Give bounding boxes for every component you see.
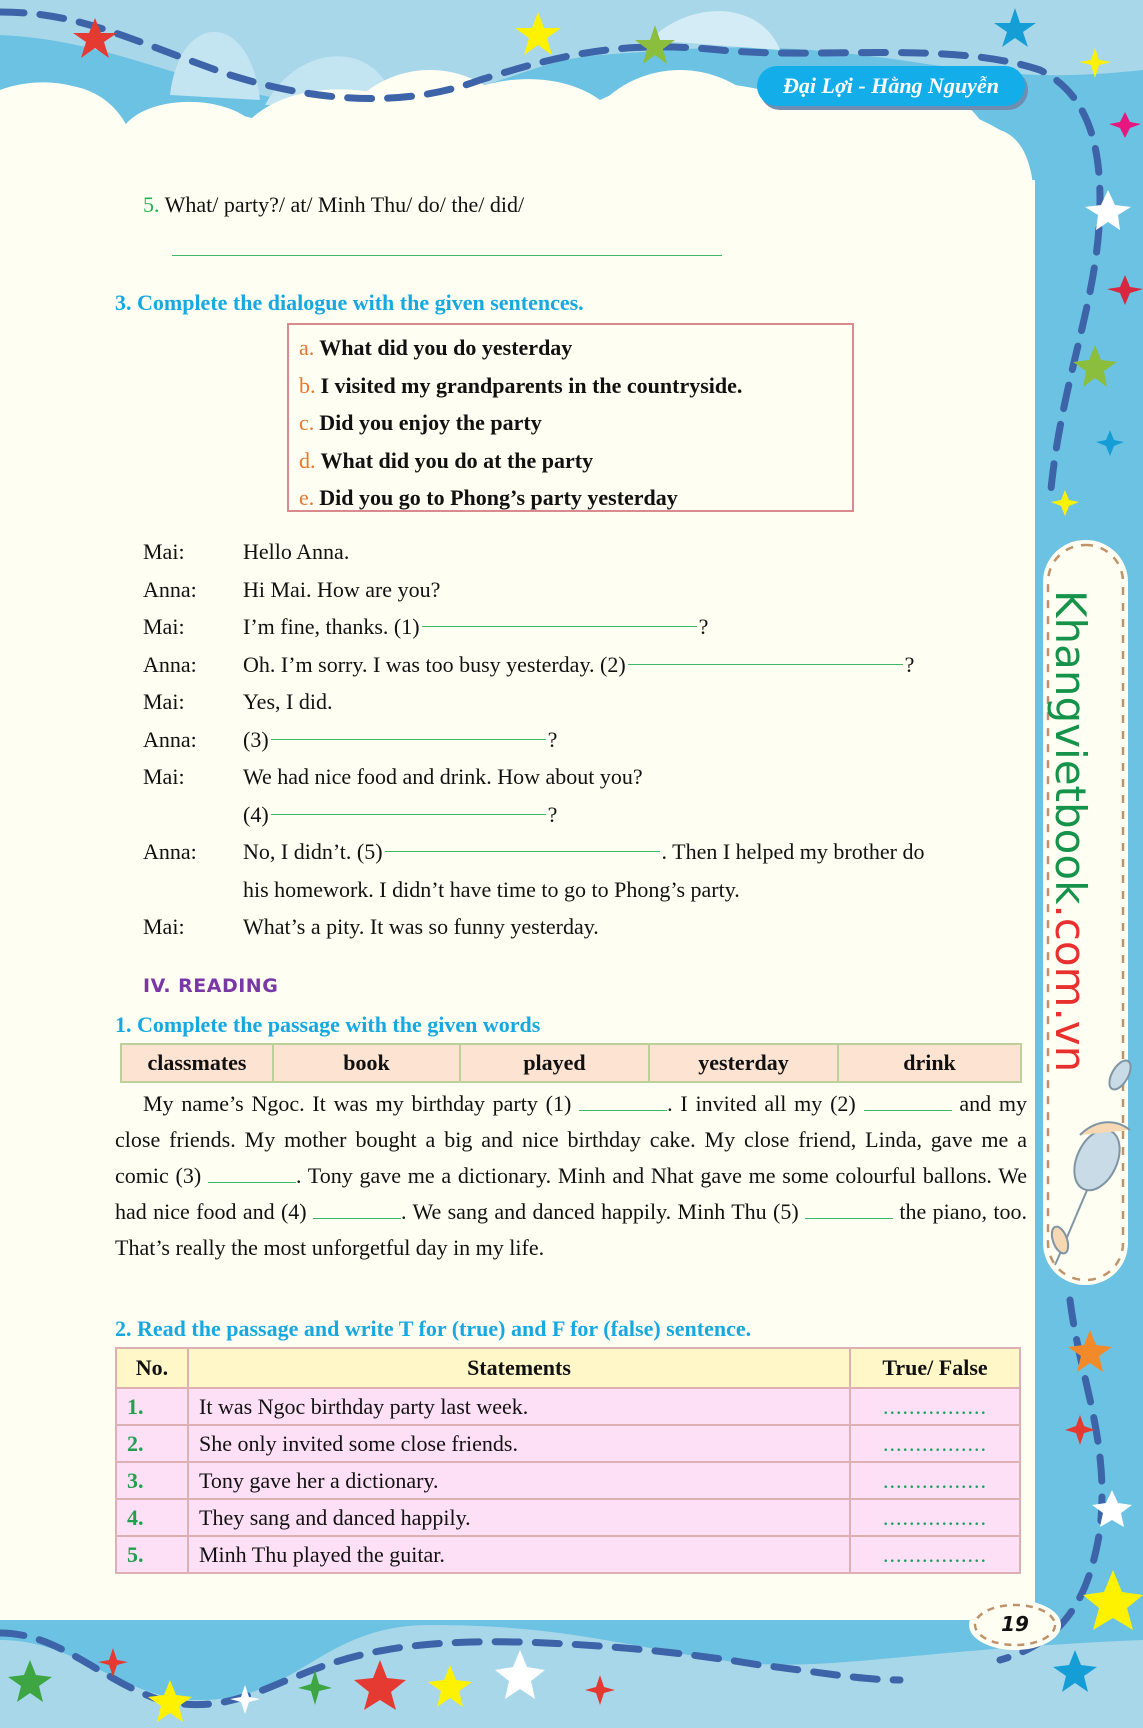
table-row: [116, 1499, 1020, 1536]
answer-field[interactable]: ................: [850, 1536, 1020, 1573]
dialogue-line: Mai: What’s a pity. It was so funny yesterday.: [143, 908, 924, 946]
table-header-row: [116, 1348, 1020, 1388]
reading-passage: My name’s Ngoc. It was my birthday party (1) . I invited all my (2) and my close friends. My mother bought a big and nice birthday cake. My close friend, Linda, gave me a comic (3) . Tony gave me a dictionary. Minh and Nhat gave me some colourful ballons. We had nice food and (4) . We sang and danced happily. Minh Thu (5) the piano, too. That’s really the most unforgetful day in my life.: [115, 1091, 1028, 1260]
dialogue: [143, 533, 924, 946]
column-header-no: No.: [116, 1348, 188, 1388]
word-bank-item: classmates: [121, 1044, 273, 1082]
speaker: [143, 796, 243, 834]
speaker: Anna:: [143, 839, 197, 864]
passage-blank-3[interactable]: [208, 1166, 296, 1183]
option-b: b. I visited my grandparents in the countryside.: [299, 372, 743, 398]
word-bank-item: drink: [838, 1044, 1021, 1082]
item-number: 5.: [143, 192, 160, 217]
blank-4[interactable]: [271, 796, 546, 815]
passage-blank-4[interactable]: [313, 1202, 401, 1219]
speaker: [143, 871, 243, 909]
dialogue-line: Anna: Oh. I’m sorry. I was too busy yesterday. (2) ?: [143, 646, 924, 684]
blank-5[interactable]: [385, 833, 660, 852]
row-number: 5.: [116, 1536, 188, 1573]
statement: She only invited some close friends.: [188, 1425, 850, 1462]
answer-field[interactable]: ................: [850, 1388, 1020, 1425]
row-number: 2.: [116, 1425, 188, 1462]
blank-3[interactable]: [271, 721, 546, 740]
answer-field[interactable]: ................: [850, 1499, 1020, 1536]
blank-1[interactable]: [422, 608, 697, 627]
table-row: [116, 1536, 1020, 1573]
answer-field[interactable]: ................: [850, 1462, 1020, 1499]
reading-exercise-1-heading: 1. Complete the passage with the given words: [115, 1012, 541, 1037]
dialogue-line: Anna: Hi Mai. How are you?: [143, 571, 924, 609]
section-3-heading: 3. Complete the dialogue with the given sentences.: [115, 290, 584, 315]
speaker: Mai:: [143, 764, 185, 789]
option-e: e. Did you go to Phong’s party yesterday: [299, 485, 678, 511]
page-number: 19: [1001, 1612, 1029, 1636]
speaker: Mai:: [143, 689, 185, 714]
speaker: Anna:: [143, 651, 197, 677]
dialogue-line: Mai: Yes, I did.: [143, 683, 924, 721]
publisher-watermark: Khangvietbook.com.vn: [1046, 590, 1095, 1073]
reading-section-title: IV. READING: [143, 975, 279, 997]
word-bank-item: book: [273, 1044, 460, 1082]
speaker: Mai:: [143, 914, 185, 939]
answer-field[interactable]: ................: [850, 1425, 1020, 1462]
reading-exercise-2-heading: 2. Read the passage and write T for (true) and F for (false) sentence.: [115, 1316, 752, 1341]
answer-line[interactable]: [172, 255, 722, 256]
table-row: [116, 1425, 1020, 1462]
statement: It was Ngoc birthday party last week.: [188, 1388, 850, 1425]
statement: Tony gave her a dictionary.: [188, 1462, 850, 1499]
dialogue-line: (4) ?: [143, 796, 924, 834]
speaker: Mai:: [143, 614, 185, 639]
reorder-item-5: [143, 192, 524, 218]
option-d: d. What did you do at the party: [299, 447, 594, 473]
dialogue-line: Mai: I’m fine, thanks. (1) ?: [143, 608, 924, 646]
sentence-options-box: [287, 323, 854, 512]
row-number: 4.: [116, 1499, 188, 1536]
passage-blank-5[interactable]: [805, 1202, 893, 1219]
table-row: [116, 1388, 1020, 1425]
dialogue-line: Anna: No, I didn’t. (5) . Then I helped my brother do: [143, 833, 924, 871]
item-text: What/ party?/ at/ Minh Thu/ do/ the/ did/: [164, 192, 525, 217]
row-number: 3.: [116, 1462, 188, 1499]
speaker: Mai:: [143, 539, 185, 564]
word-bank-item: played: [460, 1044, 649, 1082]
dialogue-line: Mai: We had nice food and drink. How about you?: [143, 758, 924, 796]
dialogue-line: Mai: Hello Anna.: [143, 533, 924, 571]
speaker: Anna:: [143, 726, 197, 752]
row-number: 1.: [116, 1388, 188, 1425]
column-header-statements: Statements: [188, 1348, 850, 1388]
column-header-true-false: True/ False: [850, 1348, 1020, 1388]
passage-blank-1[interactable]: [579, 1094, 667, 1111]
passage-blank-2[interactable]: [864, 1094, 952, 1111]
statement: They sang and danced happily.: [188, 1499, 850, 1536]
option-a: a. What did you do yesterday: [299, 335, 573, 360]
dialogue-line: his homework. I didn’t have time to go to Phong’s party.: [143, 871, 924, 909]
statement: Minh Thu played the guitar.: [188, 1536, 850, 1573]
true-false-table: [115, 1347, 1021, 1574]
dialogue-line: Anna: (3) ?: [143, 721, 924, 759]
option-c: c. Did you enjoy the party: [299, 410, 542, 436]
word-bank-item: yesterday: [649, 1044, 838, 1082]
table-row: [116, 1462, 1020, 1499]
blank-2[interactable]: [628, 646, 903, 665]
word-bank: [120, 1043, 1022, 1083]
speaker: Anna:: [143, 576, 197, 602]
author-badge: Đại Lợi - Hằng Nguyễn: [757, 66, 1025, 106]
